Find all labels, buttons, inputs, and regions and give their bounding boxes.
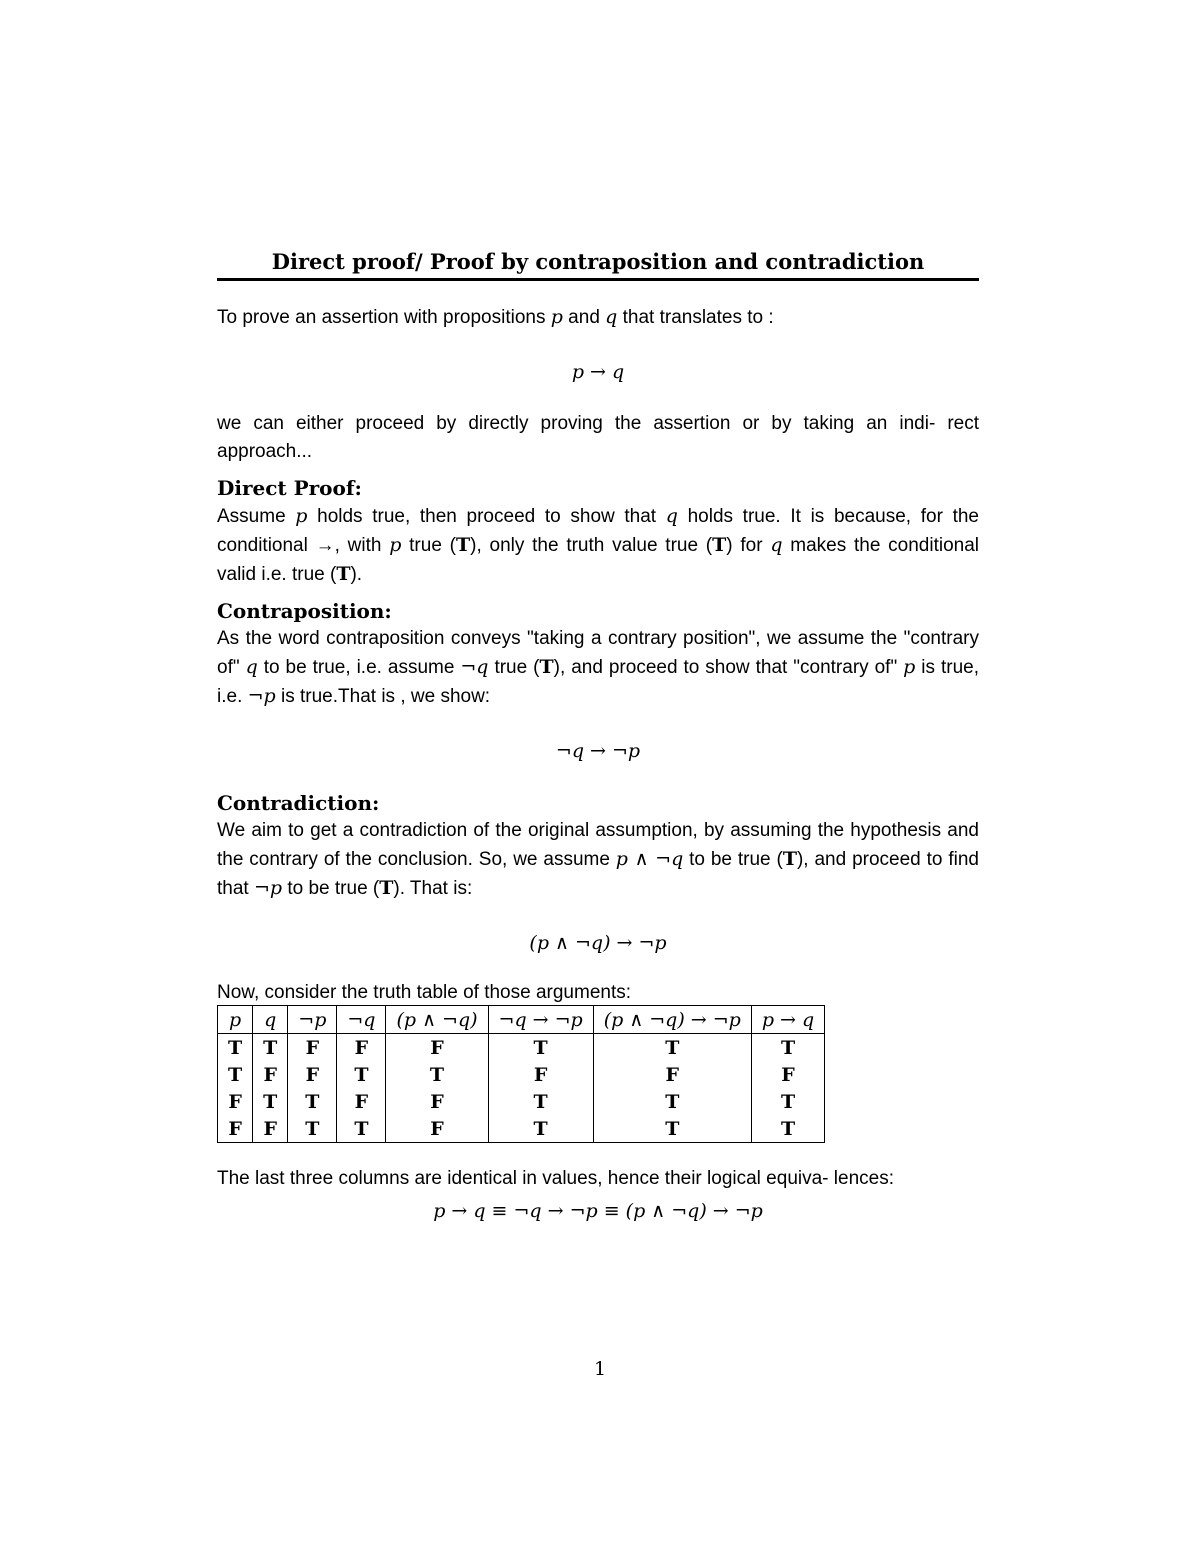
header-implication: p → q bbox=[751, 1006, 824, 1034]
contra-text: ), and proceed to show that "contrary of" bbox=[553, 657, 904, 678]
equation-final-text: p → q ≡ ¬q → ¬p ≡ (p ∧ ¬q) → ¬p bbox=[433, 1200, 763, 1222]
table-row bbox=[218, 1061, 825, 1088]
table-cell: T bbox=[337, 1115, 386, 1143]
page-number: 1 bbox=[593, 1358, 607, 1380]
table-cell: T bbox=[593, 1115, 751, 1143]
contradiction-heading: Contradiction: bbox=[217, 791, 380, 815]
equation-contradiction bbox=[217, 929, 979, 957]
header-not-p: ¬p bbox=[288, 1006, 337, 1034]
expr-p-and-not-q: p ∧ ¬q bbox=[615, 848, 684, 870]
direct-text: holds true, then proceed to show that bbox=[307, 506, 666, 527]
var-p: p bbox=[903, 656, 916, 678]
direct-proof-heading: Direct Proof: bbox=[217, 476, 362, 500]
table-cell: F bbox=[288, 1034, 337, 1062]
table-cell: T bbox=[488, 1088, 593, 1115]
truth-value: T bbox=[336, 563, 351, 585]
table-cell: F bbox=[253, 1115, 288, 1143]
table-cell: F bbox=[488, 1061, 593, 1088]
var-not-p: ¬p bbox=[247, 685, 276, 707]
var-q: q bbox=[605, 306, 618, 328]
table-cell: T bbox=[751, 1088, 824, 1115]
table-row bbox=[218, 1034, 825, 1062]
direct-text: ), only the truth value true ( bbox=[470, 535, 713, 556]
direct-text: ). bbox=[350, 564, 363, 585]
contra-text: true ( bbox=[488, 657, 540, 678]
header-not-q: ¬q bbox=[337, 1006, 386, 1034]
contradiction-text: to be true ( bbox=[282, 878, 380, 899]
table-cell: T bbox=[751, 1115, 824, 1143]
contradiction-text: ). That is: bbox=[393, 878, 473, 899]
document-page bbox=[217, 248, 979, 1225]
table-cell: F bbox=[218, 1115, 253, 1143]
table-cell: T bbox=[593, 1034, 751, 1062]
var-q: q bbox=[770, 534, 783, 556]
direct-text: ) for bbox=[726, 535, 771, 556]
equation-main-text: p → q bbox=[571, 361, 625, 383]
table-cell: T bbox=[218, 1061, 253, 1088]
header-p-and-not-q: (p ∧ ¬q) bbox=[386, 1006, 488, 1034]
table-row bbox=[218, 1115, 825, 1143]
table-cell: T bbox=[253, 1034, 288, 1062]
contraposition-paragraph bbox=[217, 625, 979, 711]
direct-proof-paragraph bbox=[217, 502, 979, 589]
header-contrapositive: ¬q → ¬p bbox=[488, 1006, 593, 1034]
var-not-p: ¬p bbox=[253, 877, 283, 899]
table-cell: F bbox=[337, 1034, 386, 1062]
var-p: p bbox=[550, 306, 563, 328]
intro-text-3: that translates to : bbox=[617, 307, 774, 328]
equation-main bbox=[217, 358, 979, 386]
table-cell: T bbox=[288, 1115, 337, 1143]
equation-contrapositive bbox=[217, 737, 979, 765]
truth-value: T bbox=[782, 848, 797, 870]
contradiction-text: ), and proceed to find that bbox=[217, 849, 979, 899]
title-rule bbox=[217, 278, 979, 281]
table-cell: T bbox=[488, 1034, 593, 1062]
intro-text-1: To prove an assertion with propositions bbox=[217, 307, 551, 328]
contra-text: to be true, i.e. assume bbox=[257, 657, 461, 678]
conclusion-paragraph: The last three columns are identical in values, hence their logical equiva- lences: bbox=[217, 1168, 894, 1189]
table-cell: T bbox=[488, 1115, 593, 1143]
var-q: q bbox=[245, 656, 258, 678]
header-q: q bbox=[253, 1006, 288, 1034]
table-intro: Now, consider the truth table of those arguments: bbox=[217, 982, 632, 1003]
contraposition-heading: Contraposition: bbox=[217, 599, 392, 623]
table-cell: F bbox=[288, 1061, 337, 1088]
equation-contrapositive-text: ¬q → ¬p bbox=[555, 740, 641, 762]
contradiction-paragraph bbox=[217, 817, 979, 903]
truth-value: T bbox=[712, 534, 727, 556]
table-cell: T bbox=[253, 1088, 288, 1115]
table-cell: F bbox=[253, 1061, 288, 1088]
table-cell: T bbox=[288, 1088, 337, 1115]
contra-text: is true, i.e. bbox=[217, 657, 980, 707]
table-cell: F bbox=[751, 1061, 824, 1088]
contradiction-text: to be true ( bbox=[683, 849, 783, 870]
table-cell: T bbox=[337, 1061, 386, 1088]
var-q: q bbox=[665, 505, 678, 527]
table-cell: F bbox=[218, 1088, 253, 1115]
table-row bbox=[218, 1088, 825, 1115]
table-cell: F bbox=[386, 1088, 488, 1115]
direct-text: holds true. It is because, for the conditional →, with bbox=[217, 506, 979, 556]
table-cell: T bbox=[751, 1034, 824, 1062]
table-cell: F bbox=[386, 1115, 488, 1143]
truth-value: T bbox=[456, 534, 471, 556]
direct-text: true ( bbox=[401, 535, 456, 556]
equation-final bbox=[217, 1197, 979, 1225]
header-p: p bbox=[218, 1006, 253, 1034]
contra-text: is true.That is , we show: bbox=[275, 686, 491, 707]
truth-table bbox=[217, 1005, 825, 1143]
direct-text: makes the conditional valid i.e. true ( bbox=[217, 535, 980, 585]
approach-paragraph: we can either proceed by directly proving the assertion or by taking an indi- rect approach... bbox=[217, 413, 979, 462]
header-contradiction: (p ∧ ¬q) → ¬p bbox=[593, 1006, 751, 1034]
truth-table-header-row bbox=[218, 1006, 825, 1034]
direct-text: Assume bbox=[217, 506, 296, 527]
var-p: p bbox=[389, 534, 402, 556]
table-cell: F bbox=[593, 1061, 751, 1088]
table-cell: F bbox=[337, 1088, 386, 1115]
intro-text-2: and bbox=[562, 307, 606, 328]
contradiction-text: We aim to get a contradiction of the original assumption, by assuming the hypothesis and the contrary of the conclusion. So, we assume bbox=[217, 820, 979, 870]
table-cell: T bbox=[218, 1034, 253, 1062]
page-title: Direct proof/ Proof by contraposition and contradiction bbox=[271, 249, 925, 274]
truth-value: T bbox=[379, 877, 394, 899]
truth-value: T bbox=[539, 656, 554, 678]
table-cell: F bbox=[386, 1034, 488, 1062]
table-cell: T bbox=[593, 1088, 751, 1115]
var-not-q: ¬q bbox=[460, 656, 489, 678]
equation-contradiction-text: (p ∧ ¬q) → ¬p bbox=[529, 932, 667, 954]
table-cell: T bbox=[386, 1061, 488, 1088]
contra-text: As the word contraposition conveys "taking a contrary position", we assume the "contrary of" bbox=[217, 628, 979, 678]
var-p: p bbox=[295, 505, 308, 527]
intro-paragraph bbox=[217, 303, 979, 332]
